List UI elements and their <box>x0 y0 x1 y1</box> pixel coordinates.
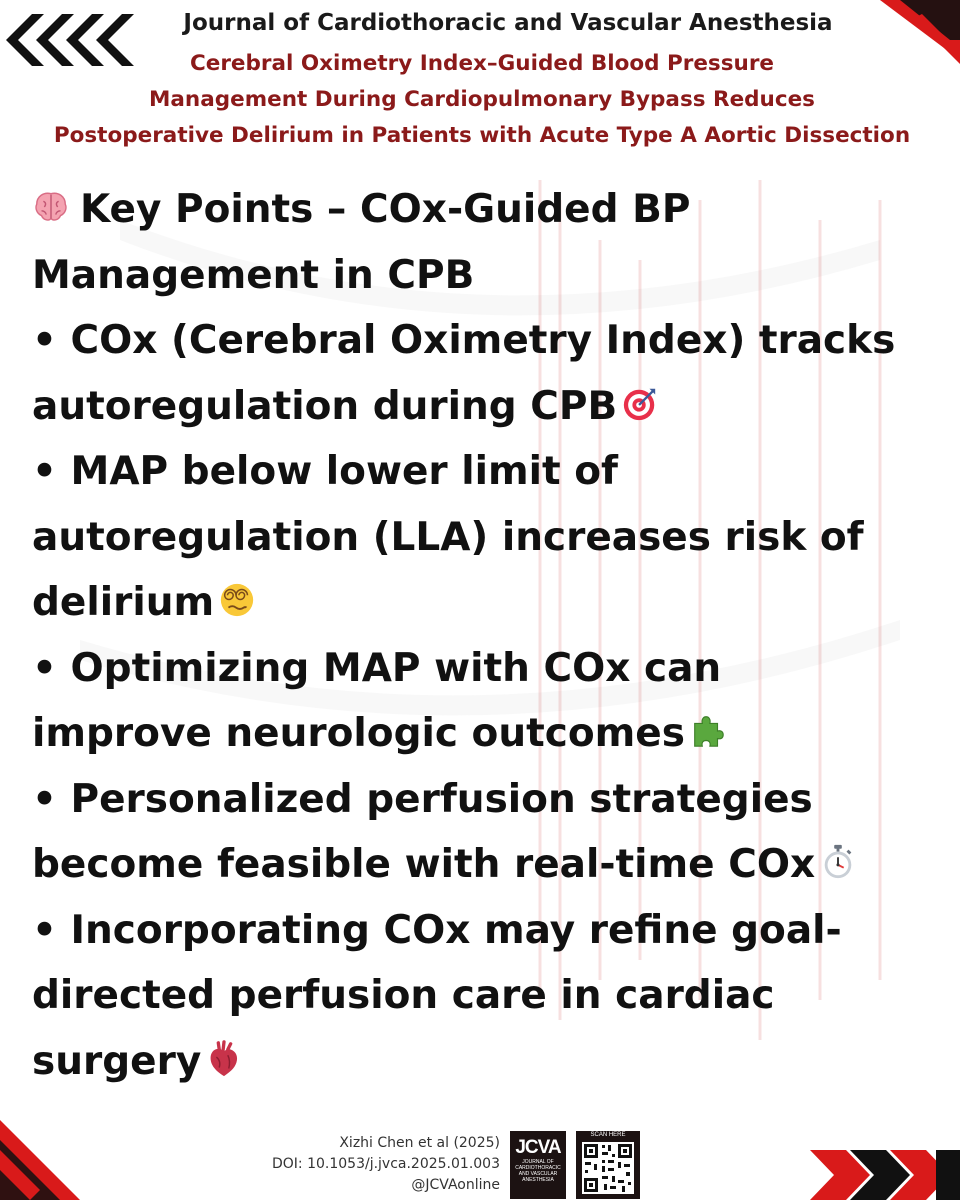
key-point-line: • Personalized perfusion strategies <box>32 776 813 822</box>
key-point-line: autoregulation (LLA) increases risk of <box>32 514 864 560</box>
puzzle-piece-icon <box>689 712 727 750</box>
stopwatch-icon <box>819 843 857 881</box>
key-point-text: delirium <box>32 580 215 625</box>
target-icon <box>621 385 659 423</box>
jcva-logo <box>510 1131 566 1199</box>
key-point-line: • COx (Cerebral Oximetry Index) tracks <box>32 318 896 363</box>
key-point-line: • Incorporating COx may refine goal- <box>32 907 842 953</box>
bottom-left-corner <box>0 1120 80 1200</box>
jcva-logo-text: JCVA <box>515 1137 561 1158</box>
article-title-line: Cerebral Oximetry Index–Guided Blood Pressure <box>189 51 775 76</box>
key-points-heading-line: Management in CPB <box>32 252 475 298</box>
key-point-line <box>32 701 952 767</box>
jcva-logo-subtext: JOURNAL OF CARDIOTHORACIC AND VASCULAR ANESTHESIA <box>515 1159 561 1183</box>
qr-code-icon[interactable] <box>582 1142 634 1194</box>
key-point-text: improve neurologic outcomes <box>32 711 685 756</box>
key-point-line: directed perfusion care in cardiac <box>32 973 775 1018</box>
bottom-right-chevrons <box>810 1150 960 1200</box>
citation-handle[interactable]: @JCVAonline <box>411 1177 500 1193</box>
citation-author: Xizhi Chen et al (2025) <box>339 1135 500 1151</box>
key-point-line <box>32 374 952 440</box>
article-title <box>0 46 960 154</box>
citation <box>230 1133 500 1196</box>
key-points <box>32 177 952 1094</box>
journal-name: Journal of Cardiothoracic and Vascular Anesthesia <box>183 10 833 36</box>
article-title-line: Management During Cardiopulmonary Bypass Reduces <box>149 87 815 112</box>
key-point-line <box>32 832 952 898</box>
key-point-line <box>32 570 952 636</box>
key-point-text: become feasible with real-time COx <box>32 842 816 887</box>
qr-code-block[interactable] <box>576 1131 640 1199</box>
key-point-line: • MAP below lower limit of <box>32 449 618 494</box>
brain-icon <box>32 188 70 226</box>
key-points-heading-text: Key Points – COx-Guided BP <box>80 187 691 232</box>
article-title-line: Postoperative Delirium in Patients with Acute Type A Aortic Dissection <box>53 123 911 148</box>
key-point-text: autoregulation during CPB <box>32 383 618 429</box>
key-points-heading <box>32 177 952 243</box>
qr-label: SCAN HERE <box>590 1132 626 1138</box>
dizzy-face-icon <box>218 581 256 619</box>
anatomical-heart-icon <box>205 1040 243 1078</box>
citation-doi[interactable]: DOI: 10.1053/j.jvca.2025.01.003 <box>271 1156 500 1172</box>
key-point-line: • Optimizing MAP with COx can <box>32 645 722 691</box>
key-point-text: surgery <box>32 1038 202 1084</box>
key-point-line <box>32 1029 952 1095</box>
